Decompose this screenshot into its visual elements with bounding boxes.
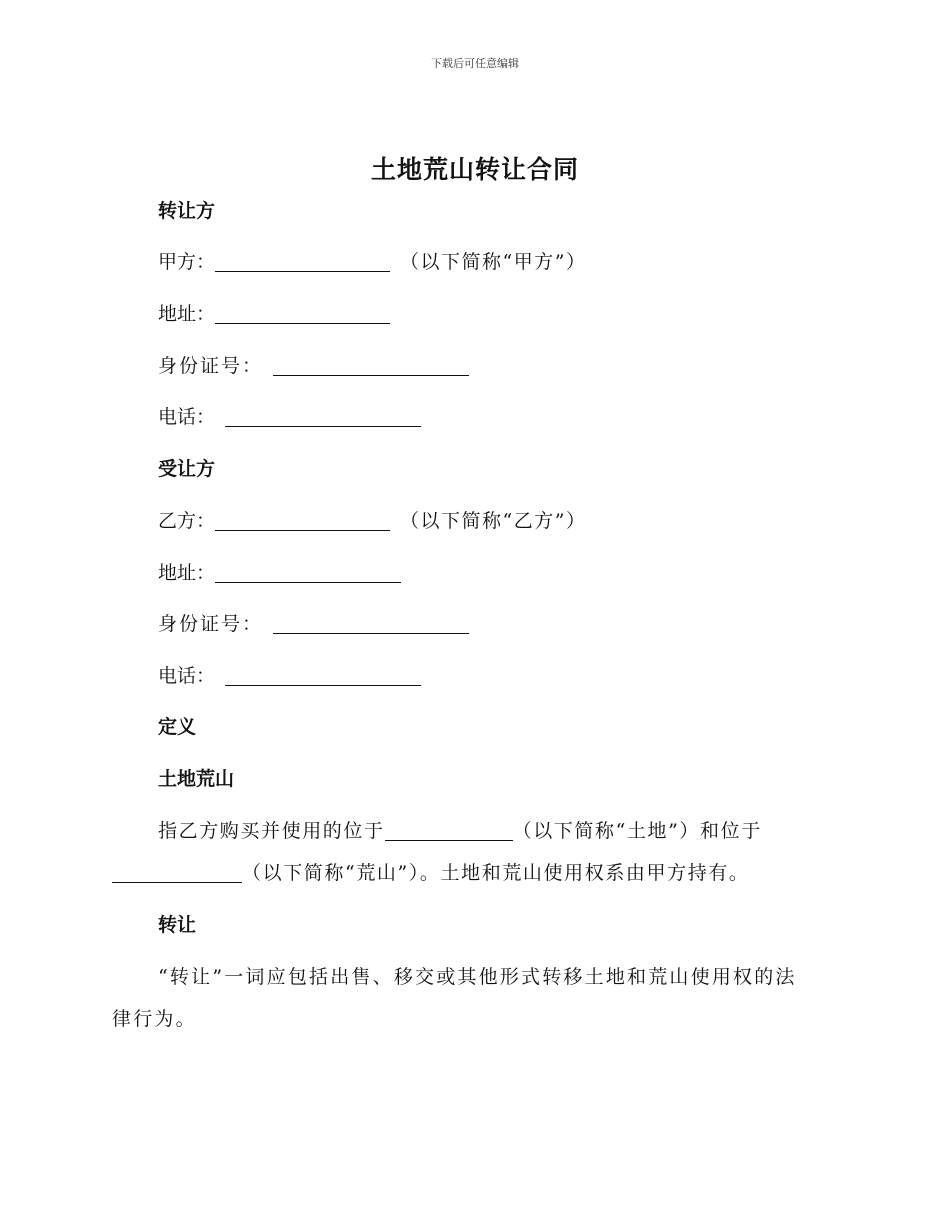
transferor-phone-row	[158, 403, 421, 431]
transferee-id-label: 身份证号：	[158, 613, 264, 635]
transferee-address-row	[158, 559, 401, 587]
transfer-paragraph-line-2	[112, 1005, 197, 1033]
land-text-1b: （以下简称“土地”）和位于	[512, 820, 762, 842]
hill-location-blank[interactable]	[112, 862, 242, 883]
transferor-phone-label: 电话：	[158, 406, 216, 428]
transferor-address-row	[158, 300, 390, 328]
transferor-id-label: 身份证号：	[158, 355, 264, 377]
transferor-party-label: 甲方：	[158, 251, 216, 273]
transferor-party-row	[158, 248, 586, 276]
land-text-1a: 指乙方购买并使用的位于	[158, 820, 385, 842]
transfer-text-1: “转让”一词应包括出售、移交或其他形式转移土地和荒山使用权的法	[158, 966, 797, 988]
land-paragraph-line-1	[158, 817, 762, 845]
land-location-blank[interactable]	[385, 820, 513, 841]
land-text-2: （以下简称“荒山”）。土地和荒山使用权系由甲方持有。	[242, 862, 750, 884]
transferee-phone-row	[158, 662, 421, 690]
transferor-heading: 转让方	[158, 200, 216, 222]
transferee-id-blank[interactable]	[273, 613, 469, 634]
transferor-id-blank[interactable]	[273, 355, 469, 376]
transferee-party-note: （以下简称“乙方”）	[400, 510, 587, 532]
transferee-id-row	[158, 610, 469, 638]
transferor-phone-blank[interactable]	[225, 406, 421, 427]
land-paragraph-line-2	[112, 859, 750, 887]
transferor-address-blank[interactable]	[215, 303, 390, 324]
transfer-text-2: 律行为。	[112, 1008, 197, 1030]
land-heading: 土地荒山	[158, 768, 235, 790]
transferee-phone-blank[interactable]	[225, 665, 421, 686]
transferor-party-note: （以下简称“甲方”）	[400, 251, 587, 273]
transferee-party-label: 乙方：	[158, 510, 216, 532]
transferor-id-row	[158, 352, 469, 380]
transfer-paragraph-line-1	[158, 963, 797, 991]
transfer-heading: 转让	[158, 914, 197, 936]
transferee-party-row	[158, 507, 586, 535]
transferee-address-blank[interactable]	[215, 562, 401, 583]
transferor-party-blank[interactable]	[215, 251, 390, 272]
definitions-heading: 定义	[158, 716, 197, 738]
transferee-heading: 受让方	[158, 458, 216, 480]
transferee-party-blank[interactable]	[215, 510, 390, 531]
transferee-address-label: 地址：	[158, 562, 216, 584]
transferee-phone-label: 电话：	[158, 665, 216, 687]
transferor-address-label: 地址：	[158, 303, 216, 325]
header-note: 下载后可任意编辑	[431, 57, 519, 70]
document-title: 土地荒山转让合同	[370, 155, 579, 184]
